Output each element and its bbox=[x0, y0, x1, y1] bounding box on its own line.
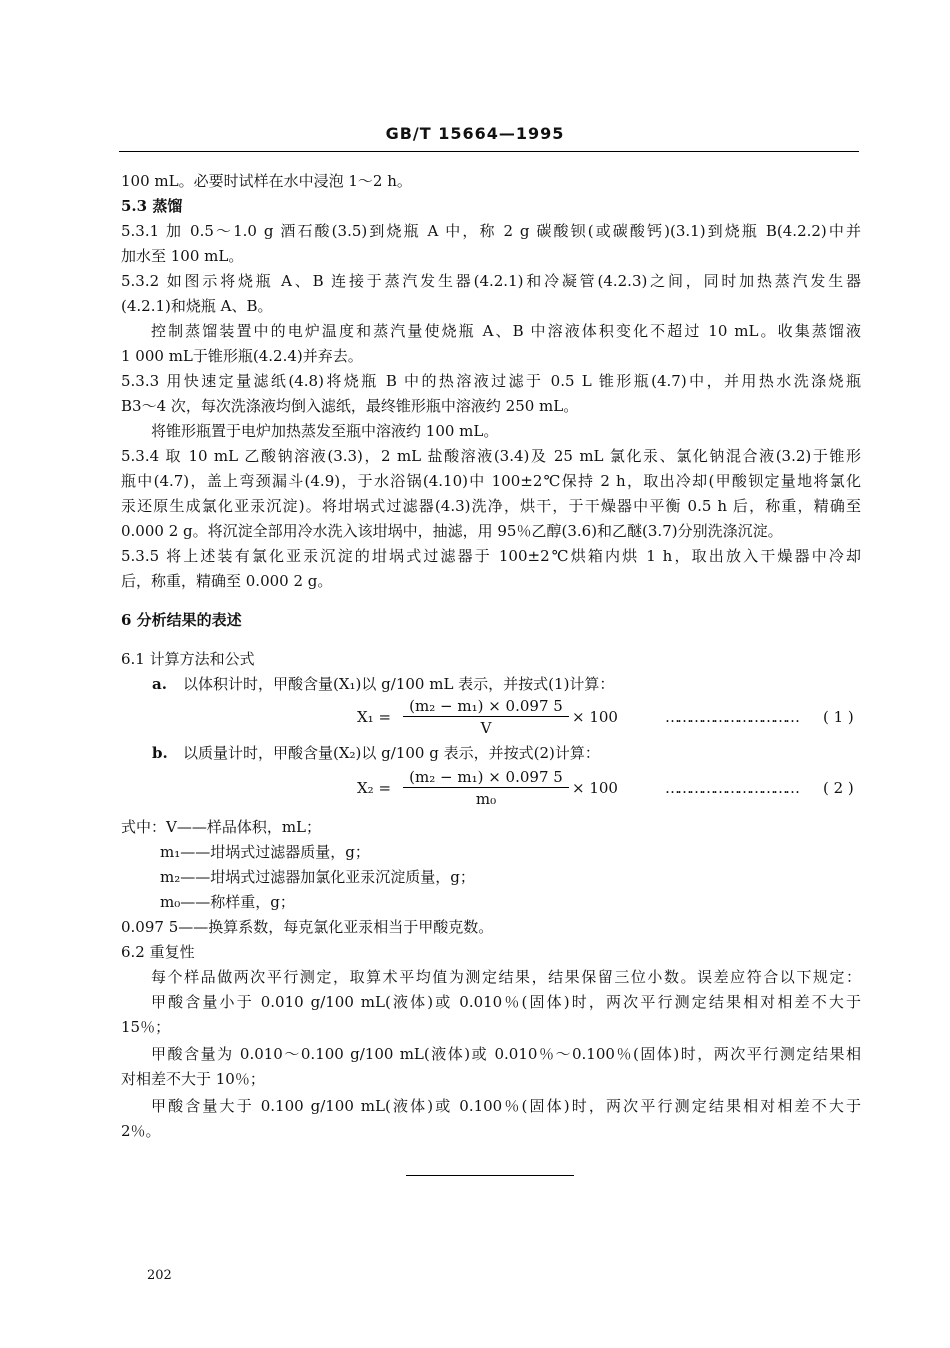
formula-1-lhs: X₁ = bbox=[357, 708, 392, 726]
heading-5-3: 5.3 蒸馏 bbox=[121, 197, 183, 215]
standard-header: GB/T 15664—1995 bbox=[385, 124, 565, 143]
header-rule bbox=[119, 151, 859, 152]
formula-1-fraction-bar bbox=[403, 716, 569, 717]
text-line: 1 000 mL于锥形瓶(4.2.4)并弃去。 bbox=[121, 347, 363, 365]
item-a-label: a. bbox=[152, 675, 167, 693]
text-line: (4.2.1)和烧瓶 A、B。 bbox=[121, 297, 273, 315]
formula-2-denominator: m₀ bbox=[475, 790, 497, 808]
text-line: 5.3.3 用快速定量滤纸(4.8)将烧瓶 B 中的热溶液过滤于 0.5 L 锥形瓶(4.7)中，并用热水洗涤烧瓶 bbox=[121, 372, 861, 390]
text-line: 2％。 bbox=[121, 1122, 161, 1140]
item-b-text: 以质量计时，甲酸含量(X₂)以 g/100 g 表示，并按式(2)计算： bbox=[183, 744, 600, 762]
text-line: 15％； bbox=[121, 1018, 171, 1036]
formula-2-mult: × 100 bbox=[572, 779, 618, 797]
formula-2-numerator: (m₂ − m₁) × 0.097 5 bbox=[409, 768, 563, 786]
text-line: 后，称重，精确至 0.000 2 g。 bbox=[121, 572, 333, 590]
text-line: 控制蒸馏装置中的电炉温度和蒸汽量使烧瓶 A、B 中溶液体积变化不超过 10 mL。收集蒸馏液 bbox=[151, 322, 861, 340]
where-item: m₀——称样重，g； bbox=[160, 893, 295, 911]
where-item: 式中：V——样品体积，mL； bbox=[121, 818, 322, 836]
text-line: 甲酸含量大于 0.100 g/100 mL(液体)或 0.100％(固体)时，两次平行测定结果相对相差不大于 bbox=[151, 1097, 861, 1115]
page-number: 202 bbox=[147, 1268, 172, 1283]
text-line: 5.3.1 加 0.5～1.0 g 酒石酸(3.5)到烧瓶 A 中，称 2 g 碳酸钡(或碳酸钙)(3.1)到烧瓶 B(4.2.2)中并 bbox=[121, 222, 861, 240]
text-line: 加水至 100 mL。 bbox=[121, 247, 244, 265]
formula-2-number: ( 2 ) bbox=[823, 779, 854, 797]
text-line: 5.3.4 取 10 mL 乙酸钠溶液(3.3)，2 mL 盐酸溶液(3.4)及 25 mL 氯化汞、氯化钠混合液(3.2)于锥形 bbox=[121, 447, 861, 465]
text-line: 对相差不大于 10％； bbox=[121, 1070, 265, 1088]
heading-6-2: 6.2 重复性 bbox=[121, 943, 195, 961]
text-line: 100 mL。必要时试样在水中浸泡 1～2 h。 bbox=[121, 172, 412, 190]
text-line: 将锥形瓶置于电炉加热蒸发至瓶中溶液约 100 mL。 bbox=[151, 422, 499, 440]
text-line: 0.000 2 g。将沉淀全部用冷水洗入该坩埚中，抽滤，用 95％乙醇(3.6)和乙醚(3.7)分别洗涤沉淀。 bbox=[121, 522, 783, 540]
text-line: B3～4 次，每次洗涤液均倒入滤纸，最终锥形瓶中溶液约 250 mL。 bbox=[121, 397, 579, 415]
formula-2-lhs: X₂ = bbox=[357, 779, 392, 797]
text-line: 每个样品做两次平行测定，取算术平均值为测定结果，结果保留三位小数。误差应符合以下规定： bbox=[151, 968, 861, 986]
formula-1-mult: × 100 bbox=[572, 708, 618, 726]
formula-1-leader: …………………………… bbox=[665, 708, 797, 726]
heading-6-1: 6.1 计算方法和公式 bbox=[121, 650, 255, 668]
item-a-text: 以体积计时，甲酸含量(X₁)以 g/100 mL 表示，并按式(1)计算： bbox=[183, 675, 615, 693]
formula-1-number: ( 1 ) bbox=[823, 708, 854, 726]
text-line: 5.3.2 如图示将烧瓶 A、B 连接于蒸汽发生器(4.2.1)和冷凝管(4.2.3)之间，同时加热蒸汽发生器 bbox=[121, 272, 861, 290]
text-line: 5.3.5 将上述装有氯化亚汞沉淀的坩埚式过滤器于 100±2℃烘箱内烘 1 h，取出放入干燥器中冷却 bbox=[121, 547, 861, 565]
text-line: 甲酸含量为 0.010～0.100 g/100 mL(液体)或 0.010％～0.100％(固体)时，两次平行测定结果相 bbox=[151, 1045, 861, 1063]
section-6-title: 6 分析结果的表述 bbox=[121, 611, 242, 629]
where-item: 0.097 5——换算系数，每克氯化亚汞相当于甲酸克数。 bbox=[121, 918, 494, 936]
formula-1-numerator: (m₂ − m₁) × 0.097 5 bbox=[409, 697, 563, 715]
item-b-label: b. bbox=[152, 744, 168, 762]
formula-1-denominator: V bbox=[480, 719, 492, 737]
formula-2-leader: …………………………… bbox=[665, 779, 797, 797]
end-rule bbox=[406, 1175, 574, 1176]
formula-2-fraction-bar bbox=[403, 787, 569, 788]
text-line: 瓶中(4.7)，盖上弯颈漏斗(4.9)，于水浴锅(4.10)中 100±2℃保持 2 h，取出冷却(甲酸钡定量地将氯化 bbox=[121, 472, 861, 490]
text-line: 汞还原生成氯化亚汞沉淀)。将坩埚式过滤器(4.3)洗净，烘干，于干燥器中平衡 0.5 h 后，称重，精确至 bbox=[121, 497, 861, 515]
text-line: 甲酸含量小于 0.010 g/100 mL(液体)或 0.010％(固体)时，两次平行测定结果相对相差不大于 bbox=[151, 993, 861, 1011]
where-item: m₂——坩埚式过滤器加氯化亚汞沉淀质量，g； bbox=[160, 868, 475, 886]
where-item: m₁——坩埚式过滤器质量，g； bbox=[160, 843, 370, 861]
